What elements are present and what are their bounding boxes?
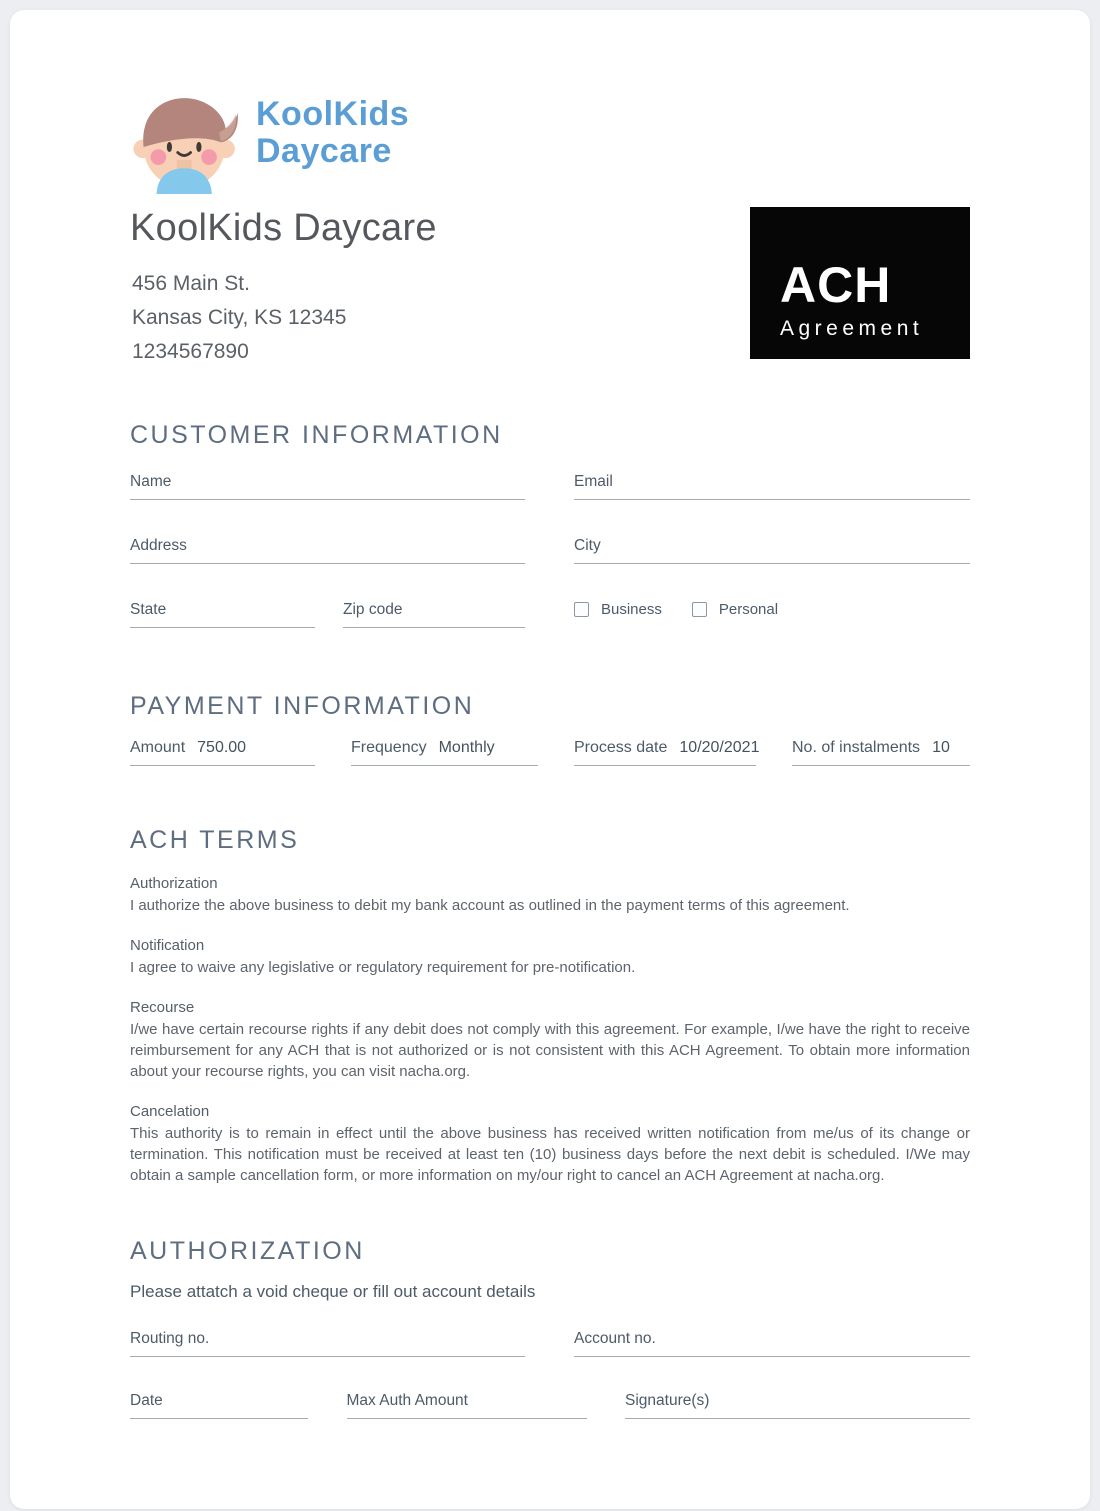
routing-field[interactable] [130,1329,525,1357]
term-notification-text: I agree to waive any legislative or regulatory requirement for pre-notification. [130,959,636,976]
state-label: State [130,601,167,618]
amount-value: 750.00 [197,739,247,756]
address-line2: Kansas City, KS 12345 [132,306,347,329]
business-checkbox-label: Business [601,601,662,618]
account-field[interactable] [574,1329,970,1357]
state-zip-group [130,600,525,628]
badge-subtitle: Agreement [780,317,924,340]
amount-label: Amount [130,739,186,756]
instalments-label: No. of instalments [792,739,921,756]
state-field[interactable] [130,600,315,628]
company-address [130,267,437,369]
date-label: Date [130,1392,163,1409]
company-name: KoolKids Daycare [130,207,437,249]
frequency-value: Monthly [438,739,495,756]
max-auth-amount-label: Max Auth Amount [346,1392,468,1409]
address-line1: 456 Main St. [132,272,250,295]
account-type-group [574,600,970,628]
logo-wordmark-line1: KoolKids [256,95,410,133]
frequency-field[interactable] [351,737,538,766]
instalments-field[interactable] [792,737,970,766]
email-label: Email [574,473,613,490]
name-field[interactable] [130,472,525,500]
company-phone: 1234567890 [132,340,249,363]
term-notification-title: Notification [130,937,205,954]
payment-information-heading: PAYMENT INFORMATION [130,692,475,720]
term-cancelation-text: This authority is to remain in effect until the above business has received written notification from me/us of its change or termination. This notification must be received at least ten (10) business days before the next debit is scheduled. I/We may obtain a sample cancellation form, or more information on my/our right to cancel an ACH Agreement at nacha.org. [130,1125,970,1184]
header [130,207,970,369]
signature-field[interactable] [625,1391,970,1419]
company-block [130,207,437,369]
authorization-note: Please attatch a void cheque or fill out account details [130,1282,536,1301]
term-authorization-text: I authorize the above business to debit my bank account as outlined in the payment terms of this agreement. [130,897,850,914]
process-date-value: 10/20/2021 [679,739,760,756]
ach-terms-heading: ACH TERMS [130,826,300,854]
logo-wordmark [256,96,409,170]
logo [130,88,970,194]
term-recourse-title: Recourse [130,999,195,1016]
max-auth-amount-field[interactable] [347,1391,587,1419]
process-date-label: Process date [574,739,668,756]
zip-label: Zip code [343,601,403,618]
personal-checkbox[interactable] [692,602,707,617]
date-field[interactable] [130,1391,308,1419]
routing-label: Routing no. [130,1330,210,1347]
customer-row-1 [130,472,970,500]
term-authorization-title: Authorization [130,875,218,892]
personal-checkbox-label: Personal [718,601,779,618]
account-label: Account no. [574,1330,656,1347]
city-label: City [574,537,601,554]
document-card [10,10,1090,1509]
term-recourse [130,998,970,1082]
koolkids-boy-icon [130,88,242,194]
badge-title: ACH [780,257,892,313]
frequency-label: Frequency [351,739,427,756]
term-cancelation-title: Cancelation [130,1103,210,1120]
logo-wordmark-line2: Daycare [256,132,392,170]
authorization-row-1 [130,1329,970,1357]
personal-checkbox-item[interactable] [692,601,778,618]
city-field[interactable] [574,536,970,564]
term-cancelation [130,1102,970,1186]
customer-row-2 [130,536,970,564]
ach-agreement-badge [750,207,970,359]
term-recourse-text: I/we have certain recourse rights if any debit does not comply with this agreement. For example, I/we have the right to receive reimbursement for any ACH that is not authorized or is not consistent with this ACH Agreement. To obtain more information about your recourse rights, you can visit nacha.org. [130,1021,970,1080]
authorization-row-2 [130,1391,970,1419]
name-label: Name [130,473,172,490]
term-notification [130,936,970,978]
zip-field[interactable] [343,600,525,628]
amount-field[interactable] [130,737,315,766]
business-checkbox-item[interactable] [574,601,662,618]
term-authorization [130,874,970,916]
instalments-value: 10 [932,739,950,756]
customer-row-3 [130,600,970,628]
address-label: Address [130,537,187,554]
process-date-field[interactable] [574,737,760,766]
authorization-heading: AUTHORIZATION [130,1237,365,1265]
signature-label: Signature(s) [625,1392,710,1409]
business-checkbox[interactable] [574,602,589,617]
address-field[interactable] [130,536,525,564]
email-field[interactable] [574,472,970,500]
payment-row [130,737,970,766]
customer-information-heading: CUSTOMER INFORMATION [130,421,503,449]
